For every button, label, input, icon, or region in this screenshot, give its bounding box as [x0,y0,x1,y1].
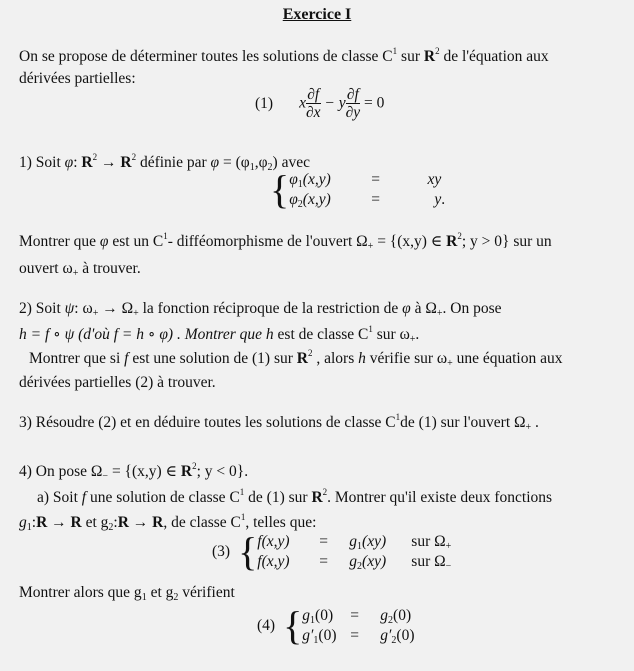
question-4a-functions: $g_1:R \to R$ et $g_2:R \to R$, de classe $C^1$, telles que: [19,512,317,533]
question-1-line-3: ouvert $\omega_+$ à trouver. [19,260,141,279]
system-phi: { $\varphi_1(x,y)$ = xy $\varphi_2(x,y) = y$. [270,167,446,212]
question-2-show: Montrer que si f est une solution de (1) sur $R^2$ , alors h vérifie sur $\omega_+$ une équation aux [29,348,563,369]
equation-1: (1) x $\frac{\partial f}{\partial x}$ − y $\frac{\partial f}{\partial y}$ = 0 [255,86,385,121]
question-4a-line: a) Soit f une solution de classe $C^1$ de (1) sur $R^2$. Montrer qu'il existe deux fonctions [37,487,553,506]
question-4-line: 4) On pose $\Omega_- = \{(x,y)$ ∈ $R^2$; y < 0}. [19,461,249,482]
equation-3: (3) { $f(x,y) = g_1(xy)$ sur $\Omega_+$ $f(x,y) = g_2(xy)$ sur $\Omega_-$ [212,529,452,574]
question-2-h-line: h = f ∘ ψ (d'où f = h ∘ φ) . Montrer que h est de classe $C^1$ sur $\omega_+$. [19,324,420,345]
question-2-line: 2) Soit ψ: $\omega_+ \to \Omega_+$ la fonction réciproque de la restriction de φ à $\Omega_+$. On pose [19,300,502,319]
intro-line-2: dérivées partielles: [19,70,136,87]
question-2-line-4: dérivées partielles (2) à trouver. [19,374,216,391]
question-4a-then: Montrer alors que $g_1$ et $g_2$ vérifient [19,584,235,603]
question-1-line: 1) Soit φ: $R^2 \to R^2$ définie par $\varphi = (\varphi_1,\varphi_2)$ avec [19,152,310,173]
intro-line-1: On se propose de déterminer toutes les solutions de classe $C^1$ sur $R^2$ de l'équation aux [19,46,549,65]
exercise-title: Exercice I [282,6,352,23]
equation-label: (1) [255,94,274,112]
question-1-show: Montrer que φ est un $C^1-$ difféomorphisme de l'ouvert $\Omega_+ = \{(x,y)$ ∈ $R^2$; y > 0} sur un [19,231,552,252]
equation-4: (4) { $g_1(0) = g_2(0)$ $g'_1(0) = g'_2(0)$ [257,603,415,648]
question-3: 3) Résoudre (2) et en déduire toutes les solutions de classe $C^1de$ (1) sur l'ouvert $\Omega_+$ . [19,412,539,433]
